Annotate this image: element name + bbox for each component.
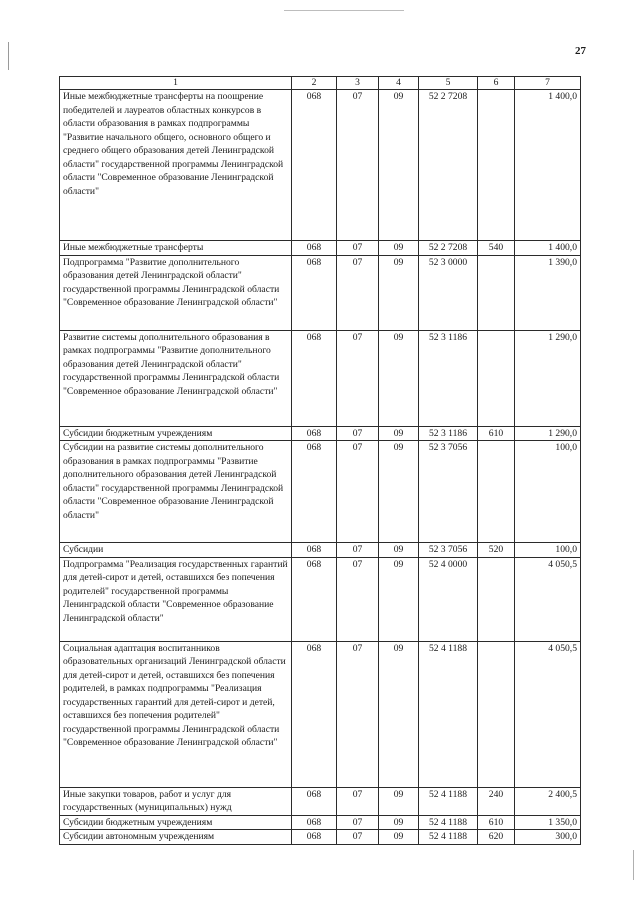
row-code-3: 07: [337, 330, 379, 426]
table-row: [60, 815, 581, 830]
row-code-2: 068: [292, 787, 337, 815]
row-code-3: 07: [337, 255, 379, 330]
row-code-2: 068: [292, 90, 337, 241]
row-code-2: 068: [292, 441, 337, 543]
row-name: Иные межбюджетные трансферты на поощрение победителей и лауреатов областных конкурсов в области образования в рамках подпрограммы "Развитие начального общего, основного общего и среднего общего образования детей Ленинградской области" государственной программы Ленинградской области "Современное образование Ленинградской области": [60, 90, 292, 241]
table-row: [60, 330, 581, 426]
row-code-5: 52 2 7208: [419, 241, 478, 256]
row-code-3: 07: [337, 543, 379, 558]
row-code-5: 52 4 1188: [419, 830, 478, 845]
row-code-2: 068: [292, 543, 337, 558]
table-row: [60, 241, 581, 256]
column-header: 4: [379, 77, 419, 90]
row-name: Иные закупки товаров, работ и услуг для государственных (муниципальных) нужд: [60, 787, 292, 815]
row-amount: 2 400,5: [515, 787, 581, 815]
row-name: Субсидии бюджетным учреждениям: [60, 815, 292, 830]
row-code-4: 09: [379, 787, 419, 815]
row-code-2: 068: [292, 426, 337, 441]
row-code-5: 52 3 7056: [419, 543, 478, 558]
row-code-4: 09: [379, 330, 419, 426]
row-amount: 300,0: [515, 830, 581, 845]
page-number: 27: [575, 45, 586, 57]
column-header: 2: [292, 77, 337, 90]
row-code-4: 09: [379, 241, 419, 256]
budget-table: [59, 76, 581, 845]
row-code-4: 09: [379, 557, 419, 641]
row-name: Иные межбюджетные трансферты: [60, 241, 292, 256]
row-code-6: 610: [478, 815, 515, 830]
row-name: Субсидии на развитие системы дополнительного образования в рамках подпрограммы "Развитие дополнительного образования детей Ленинградской области" государственной программы Ленинградской области "Современное образование Ленинградской области": [60, 441, 292, 543]
row-code-5: 52 3 1186: [419, 330, 478, 426]
table-row: [60, 426, 581, 441]
row-code-4: 09: [379, 426, 419, 441]
row-code-3: 07: [337, 441, 379, 543]
row-code-3: 07: [337, 787, 379, 815]
row-code-3: 07: [337, 426, 379, 441]
row-code-4: 09: [379, 255, 419, 330]
row-code-4: 09: [379, 90, 419, 241]
row-code-5: 52 4 1188: [419, 787, 478, 815]
row-code-3: 07: [337, 830, 379, 845]
scan-artifact-line: [633, 850, 634, 880]
row-amount: 1 400,0: [515, 90, 581, 241]
row-code-6: [478, 255, 515, 330]
row-amount: 4 050,5: [515, 641, 581, 787]
row-code-6: 520: [478, 543, 515, 558]
row-amount: 1 390,0: [515, 255, 581, 330]
row-code-6: 240: [478, 787, 515, 815]
row-code-3: 07: [337, 557, 379, 641]
table-row: [60, 90, 581, 241]
row-code-6: 620: [478, 830, 515, 845]
row-amount: 100,0: [515, 543, 581, 558]
column-header: 6: [478, 77, 515, 90]
table-row: [60, 543, 581, 558]
row-code-2: 068: [292, 241, 337, 256]
scan-artifact-line: [8, 42, 9, 70]
row-code-3: 07: [337, 90, 379, 241]
row-code-2: 068: [292, 641, 337, 787]
row-amount: 100,0: [515, 441, 581, 543]
row-code-5: 52 3 7056: [419, 441, 478, 543]
row-code-6: [478, 90, 515, 241]
row-code-2: 068: [292, 557, 337, 641]
table-row: [60, 641, 581, 787]
row-code-3: 07: [337, 241, 379, 256]
row-code-2: 068: [292, 255, 337, 330]
row-code-2: 068: [292, 830, 337, 845]
row-amount: 1 400,0: [515, 241, 581, 256]
table-row: [60, 557, 581, 641]
row-code-4: 09: [379, 441, 419, 543]
row-code-4: 09: [379, 641, 419, 787]
row-name: Развитие системы дополнительного образования в рамках подпрограммы "Развитие дополнительного образования детей Ленинградской области" государственной программы Ленинградской области "Современное образование Ленинградской области": [60, 330, 292, 426]
column-header: 7: [515, 77, 581, 90]
row-code-6: [478, 330, 515, 426]
row-code-4: 09: [379, 830, 419, 845]
row-name: Субсидии автономным учреждениям: [60, 830, 292, 845]
row-code-6: [478, 557, 515, 641]
table-row: [60, 830, 581, 845]
table-row: [60, 787, 581, 815]
row-code-4: 09: [379, 543, 419, 558]
row-name: Субсидии: [60, 543, 292, 558]
row-name: Социальная адаптация воспитанников образовательных организаций Ленинградской области для детей-сирот и детей, оставшихся без попечения родителей, в рамках подпрограммы "Реализация государственных гарантий для детей-сирот и детей, оставшихся без попечения родителей" государственной программы Ленинградской области "Современное образование Ленинградской области": [60, 641, 292, 787]
scan-artifact-line: [284, 10, 404, 11]
table-header-row: [60, 77, 581, 90]
row-code-2: 068: [292, 330, 337, 426]
row-code-5: 52 4 1188: [419, 641, 478, 787]
row-code-6: [478, 641, 515, 787]
column-header: 3: [337, 77, 379, 90]
row-code-6: [478, 441, 515, 543]
row-name: Субсидии бюджетным учреждениям: [60, 426, 292, 441]
row-code-6: 540: [478, 241, 515, 256]
column-header: 1: [60, 77, 292, 90]
row-amount: 4 050,5: [515, 557, 581, 641]
row-name: Подпрограмма "Реализация государственных гарантий для детей-сирот и детей, оставшихся без попечения родителей" государственной программы Ленинградской области "Современное образование Ленинградской области": [60, 557, 292, 641]
row-code-4: 09: [379, 815, 419, 830]
row-code-2: 068: [292, 815, 337, 830]
row-code-5: 52 3 1186: [419, 426, 478, 441]
row-code-3: 07: [337, 815, 379, 830]
row-code-5: 52 2 7208: [419, 90, 478, 241]
row-amount: 1 290,0: [515, 426, 581, 441]
table-row: [60, 255, 581, 330]
row-amount: 1 350,0: [515, 815, 581, 830]
row-code-5: 52 4 1188: [419, 815, 478, 830]
row-code-6: 610: [478, 426, 515, 441]
row-name: Подпрограмма "Развитие дополнительного образования детей Ленинградской области" государственной программы Ленинградской области "Современное образование Ленинградской области": [60, 255, 292, 330]
row-code-5: 52 4 0000: [419, 557, 478, 641]
row-code-3: 07: [337, 641, 379, 787]
column-header: 5: [419, 77, 478, 90]
row-code-5: 52 3 0000: [419, 255, 478, 330]
table-row: [60, 441, 581, 543]
row-amount: 1 290,0: [515, 330, 581, 426]
